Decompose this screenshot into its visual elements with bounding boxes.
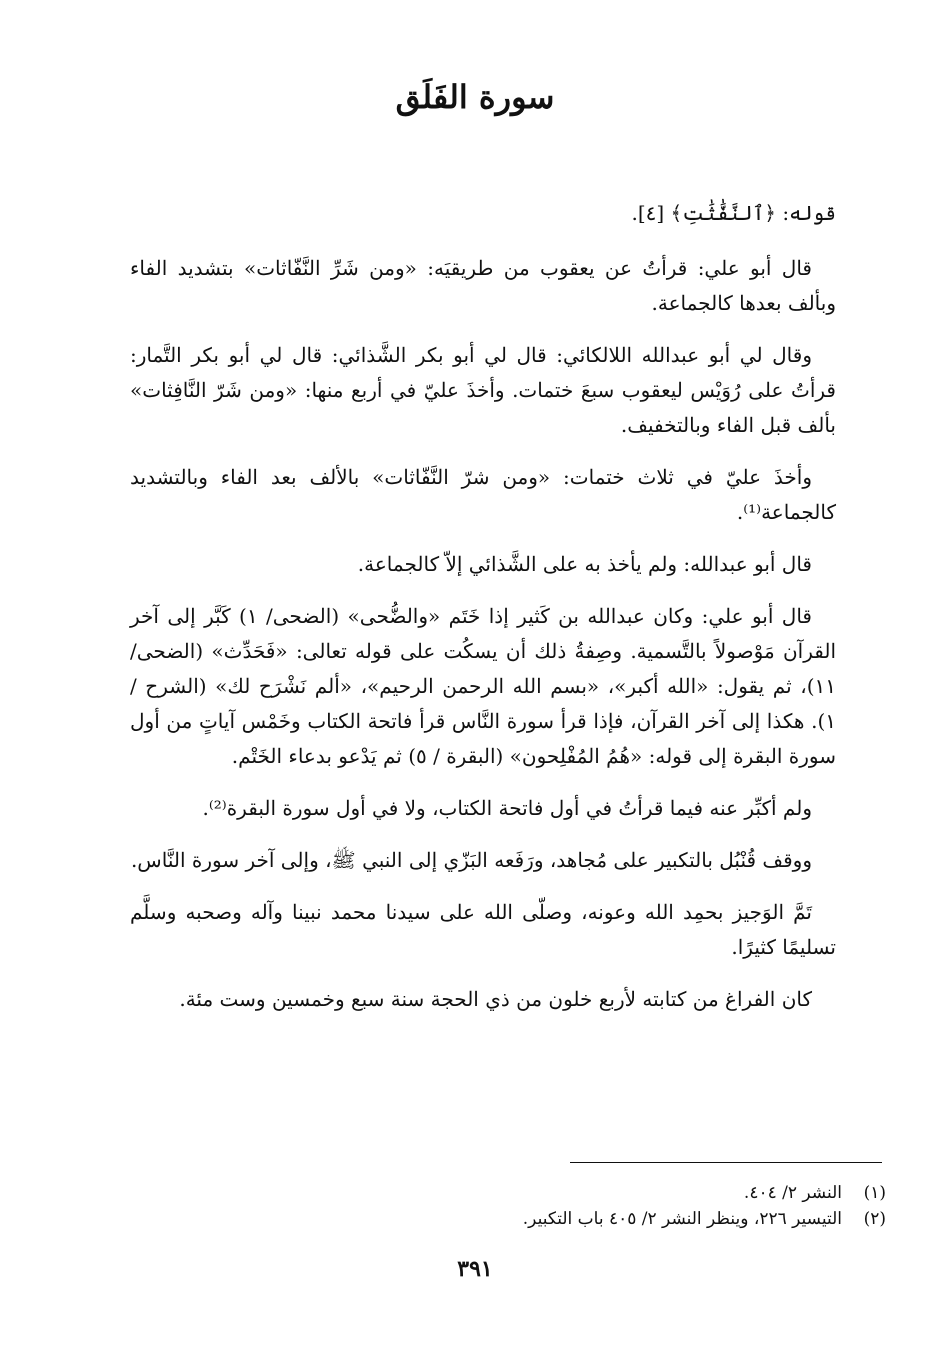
footnote-number: (١) [863,1183,886,1203]
footnote-text: النشر ٢/ ٤٠٤. [743,1183,842,1203]
footnote-number: (٢) [863,1209,886,1229]
page-number: ٣٩١ [457,1256,493,1282]
footnote-2 [300,1206,886,1232]
footnote-divider [570,1162,882,1163]
paragraph-4: قال أبو عبدالله: ولم يأخذ به على الشَّذائي إلاّ كالجماعة. [357,552,812,576]
paragraph-3: وأخذَ عليّ في ثلاث ختمات: «ومن شرّ النَّفّاثات» بالألف بعد الفاء وبالتشديد كالجماعة⁽¹⁾. [130,465,836,524]
surah-title: سورة الفَلَق [395,78,555,116]
paragraph-7: ووقف قُنْبُل بالتكبير على مُجاهد، ورَفَعه البَزّي إلى النبي ﷺ، وإلى آخر سورة النَّاس. [130,848,812,872]
body-text [130,196,836,1034]
footnote-text: التيسير ٢٢٦، وينظر النشر ٢/ ٤٠٥ باب التكبير. [522,1209,842,1229]
paragraph-2: وقال لي أبو عبدالله اللالكائي: قال لي أبو بكر الشَّذائي: قال لي أبو بكر التَّمار: قرأتُ على رُوَيْس ليعقوب سبعَ ختمات. وأخذَ عليّ في أربع منها: «ومن شَرّ النَّافِثات» بألف قبل الفاء وبالتخفيف. [130,343,836,437]
paragraph-1: قال أبو علي: قرأتُ عن يعقوب من طريقيَه: «ومن شَرِّ النَّفّاثات» بتشديد الفاء وبألف بعدها كالجماعة. [130,256,836,315]
paragraph-5: قال أبو علي: وكان عبدالله بن كَثير إذا خَتَم «والضُّحى» (الضحى/ ١) كَبَّر إلى آخر القرآن مَوْصولاً بالتَّسمية. وصِفةُ ذلك أن يسكُت على قوله تعالى: «فَحَدِّث» (الضحى/ ١١)، ثم يقول: «الله أكبر»، «بسم الله الرحمن الرحيم»، «ألم نَشْرَح لك» (الشرح / ١). هكذا إلى آخر القرآن، فإذا قرأ سورة النَّاس قرأ فاتحة الكتاب وخَمْس آياتٍ من أول سورة البقرة إلى قوله: «هُمُ المُفْلِحون» (البقرة / ٥) ثم يَدْعو بدعاء الخَتْم. [130,604,836,768]
paragraph-8: تَمَّ الوَجيز بحمِد الله وعونه، وصلّى الله على سيدنا محمد نبينا وآله وصحبه وسلَّم تسليمًا كثيرًا. [130,900,836,959]
paragraph-6: ولم أكبِّر عنه فيما قرأتُ في أول فاتحة الكتاب، ولا في أول سورة البقرة⁽²⁾. [202,796,812,820]
verse-reference: قوله: ﴿ٱلنَّفَّٰثَٰتِ﴾ [٤]. [631,201,836,225]
paragraph-9: كان الفراغ من كتابته لأربع خلون من ذي الحجة سنة سبع وخمسين وست مئة. [179,987,812,1011]
footnotes [300,1180,886,1232]
footnote-1 [300,1180,886,1206]
